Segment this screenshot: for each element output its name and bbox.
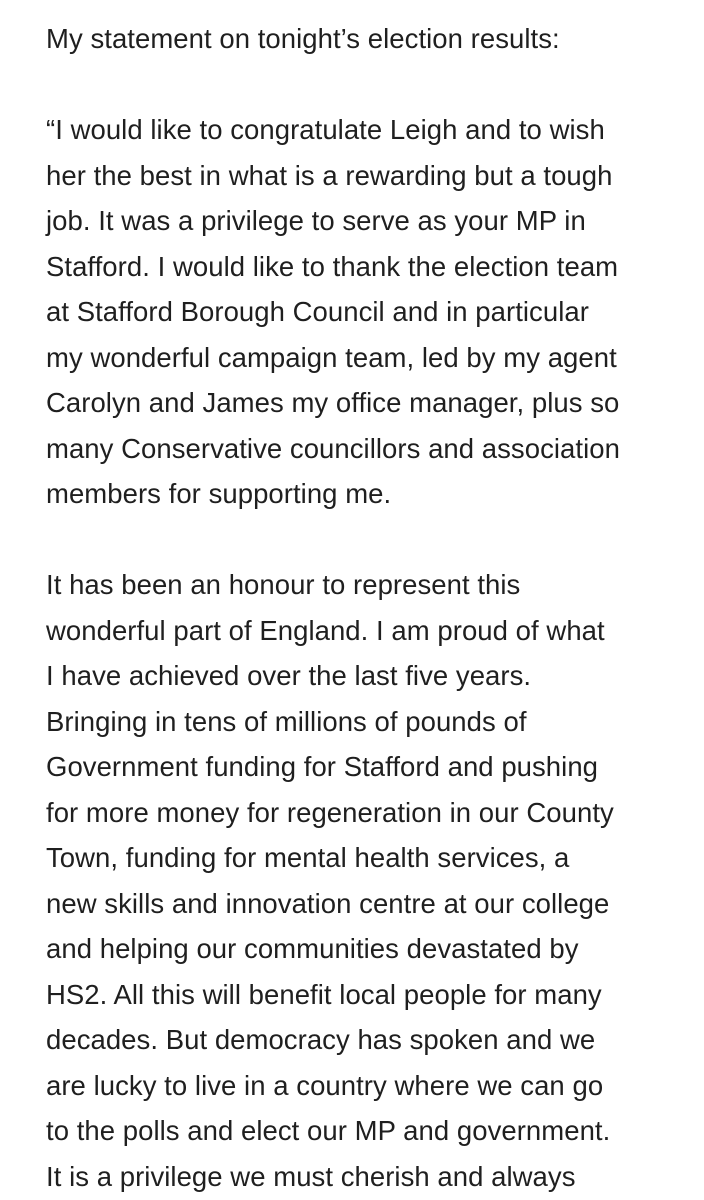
text-line: Carolyn and James my office manager, plus so (46, 387, 620, 418)
text-line: at Stafford Borough Council and in particular (46, 296, 589, 327)
text-line: and helping our communities devastated by (46, 933, 579, 964)
text-line: HS2. All this will benefit local people for many (46, 978, 602, 1010)
paragraph-achievements (46, 562, 686, 1199)
text-line: It is a privilege we must cherish and always (46, 1160, 576, 1192)
paragraph-spacer (46, 62, 686, 108)
text-line: Stafford. I would like to thank the election team (46, 250, 619, 282)
text-line: members for supporting me. (46, 478, 392, 509)
paragraph-thanks (46, 107, 686, 517)
text-line: my wonderful campaign team, led by my agent (46, 341, 617, 373)
paragraph-spacer (46, 517, 686, 563)
text-line: new skills and innovation centre at our college (46, 887, 610, 919)
text-line: decades. But democracy has spoken and we (46, 1024, 596, 1055)
text-line: Government funding for Stafford and pushing (46, 751, 599, 782)
statement-heading: My statement on tonight’s election results: (46, 23, 560, 54)
text-line: Town, funding for mental health services, a (46, 842, 570, 873)
text-line: “I would like to congratulate Leigh and to wish (46, 114, 605, 145)
text-line: wonderful part of England. I am proud of what (46, 614, 605, 646)
text-line: I have achieved over the last five years. (46, 660, 532, 691)
text-line: job. It was a privilege to serve as your MP in (46, 205, 586, 236)
text-line: to the polls and elect our MP and government. (46, 1115, 611, 1146)
text-line: for more money for regeneration in our County (46, 796, 614, 828)
text-line: Bringing in tens of millions of pounds of (46, 705, 527, 737)
text-line: many Conservative councillors and association (46, 432, 620, 464)
text-line: her the best in what is a rewarding but a tough (46, 159, 613, 191)
text-line: It has been an honour to represent this (46, 569, 521, 600)
text-line: are lucky to live in a country where we can go (46, 1069, 604, 1101)
note-body (46, 16, 686, 1199)
